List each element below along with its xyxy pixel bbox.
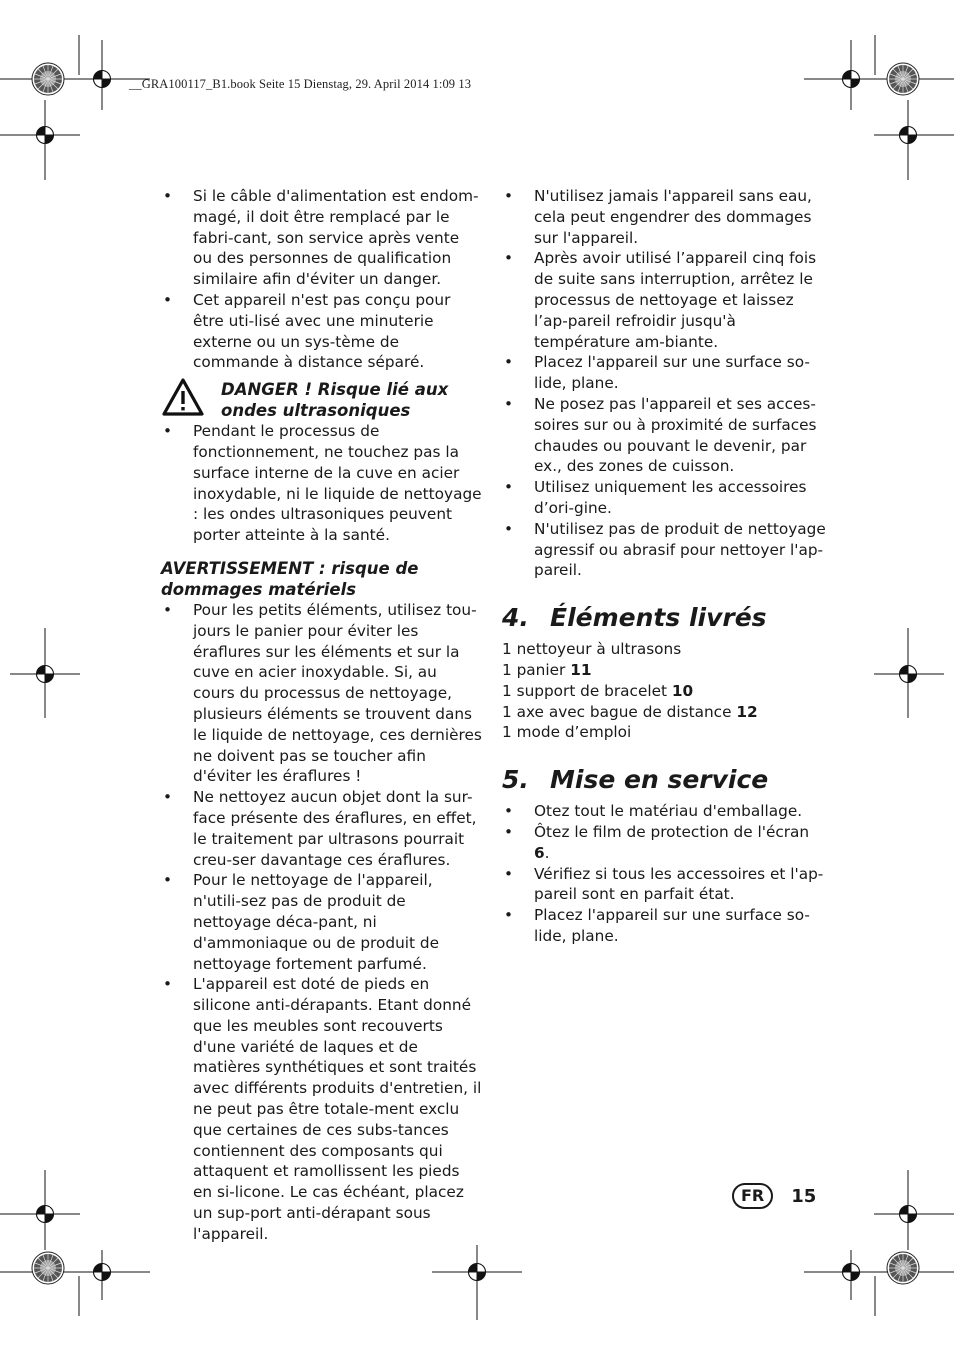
page-footer [732, 1183, 816, 1209]
list-item [502, 681, 827, 702]
list-item [502, 722, 827, 743]
item-text: Otez tout le matériau d'emballage. [534, 802, 803, 821]
list-item [502, 702, 827, 723]
left-column [161, 186, 483, 1245]
item-text: Vérifiez si tous les accessoires et l'ap-pareil sont en parfait état. [534, 864, 824, 904]
list-item: • Après avoir utilisé l’appareil cinq fois de suite sans interruption, arrêtez le processus de nettoyage et laissez l’ap-pareil refroidir jusqu'à température am-biante. [502, 248, 827, 352]
warning-bullets [161, 600, 483, 1245]
list-item: • Pour les petits éléments, utilisez tou-jours le panier pour éviter les éraflures sur les éléments et sur la cuve en acier inoxydable. Si, au cours du processus de nettoyage, plusieurs éléments se trouvent dans le liquide de nettoyage, ces dernières ne doivent pas se toucher afin d'éviter les éraflures ! [161, 600, 483, 787]
list-item: • Cet appareil n'est pas conçu pour être uti-lisé avec une minuterie externe ou un sys-tème de commande à distance séparé. [161, 290, 483, 373]
list-item: • Si le câble d'alimentation est endom-magé, il doit être remplacé par le fabri-cant, son service après vente ou des personnes de qualification similaire afin d'éviter un danger. [161, 186, 483, 290]
list-item: • L'appareil est doté de pieds en silicone anti-dérapants. Etant donné que les meubles sont recouverts d'une variété de laques et de matières synthétiques et sont traités avec différents produits d'entretien, il ne peut pas être totale-ment exclu que certaines de ces subs-tances contiennent des composants qui attaquent et ramollissent les pieds en si-licone. Le cas échéant, placez un sup-port anti-dérapant sous l'appareil. [161, 974, 483, 1244]
section-title: Mise en service [550, 765, 769, 795]
list-item: • Placez l'appareil sur une surface so-lide, plane. [502, 352, 827, 394]
section-4-heading [502, 603, 827, 633]
list-item: • N'utilisez jamais l'appareil sans eau, cela peut engendrer des dommages sur l'appareil. [502, 186, 827, 248]
list-item [502, 905, 827, 947]
item-text: Ôtez le film de protection de l'écran [534, 822, 810, 841]
item-ref-number: 12 [736, 702, 758, 721]
list-item: • N'utilisez pas de produit de nettoyage agressif ou abrasif pour nettoyer l'ap-pareil. [502, 519, 827, 581]
list-item: • Ne posez pas l'appareil et ses acces-soires sur ou à proximité de surfaces chaudes ou pouvant le devenir, par ex., des zones de cuisson. [502, 394, 827, 477]
section-number: 5. [502, 765, 529, 795]
danger-heading: DANGER ! Risque lié aux ondes ultrasoniques [221, 380, 449, 421]
list-item [502, 639, 827, 660]
list-item: • Pour le nettoyage de l'appareil, n'utili-sez pas de produit de nettoyage déca-pant, ni d'ammoniaque ou de produit de nettoyage fortement parfumé. [161, 870, 483, 974]
warning-triangle-icon [161, 377, 205, 417]
item-text: 1 nettoyeur à ultrasons [502, 640, 682, 659]
list-item [502, 801, 827, 822]
item-ref-number: 6 [534, 843, 545, 862]
section-number: 4. [502, 603, 529, 633]
list-item [502, 822, 827, 864]
list-item [502, 864, 827, 906]
item-ref-number: 10 [671, 681, 694, 700]
delivery-contents-list [502, 639, 827, 743]
right-column [502, 186, 827, 947]
item-text: 1 axe avec bague de distance [502, 702, 737, 721]
item-text: 1 mode d’emploi [502, 723, 632, 742]
item-text-tail: . [544, 843, 550, 862]
section-5-heading [502, 765, 827, 795]
list-item [502, 660, 827, 681]
page-number: 15 [791, 1185, 817, 1207]
safety-bullets-continued [502, 186, 827, 581]
language-badge: FR [732, 1183, 773, 1209]
item-text: 1 support de bracelet [502, 681, 672, 700]
warning-heading: AVERTISSEMENT : risque de dommages matériels [161, 558, 419, 599]
danger-heading-block [161, 379, 483, 421]
print-slug: __GRA100117_B1.book Seite 15 Dienstag, 29. April 2014 1:09 13 [129, 77, 472, 91]
item-text: 1 panier [502, 660, 571, 679]
item-text: Placez l'appareil sur une surface so-lide, plane. [534, 906, 810, 945]
setup-steps-list [502, 801, 827, 947]
danger-bullets [161, 421, 483, 546]
list-item: • Pendant le processus de fonctionnement, ne touchez pas la surface interne de la cuve en acier inoxydable, ni le liquide de nettoyage : les ondes ultrasoniques peuvent porter atteinte à la santé. [161, 421, 483, 546]
list-item: • Utilisez uniquement les accessoires d’ori-gine. [502, 477, 827, 519]
item-ref-number: 11 [570, 660, 592, 679]
safety-bullets-top [161, 186, 483, 373]
section-title: Éléments livrés [550, 603, 767, 633]
list-item: • Ne nettoyez aucun objet dont la sur-face présente des éraflures, en effet, le traitement par ultrasons pourrait creu-ser davantage ces éraflures. [161, 787, 483, 870]
